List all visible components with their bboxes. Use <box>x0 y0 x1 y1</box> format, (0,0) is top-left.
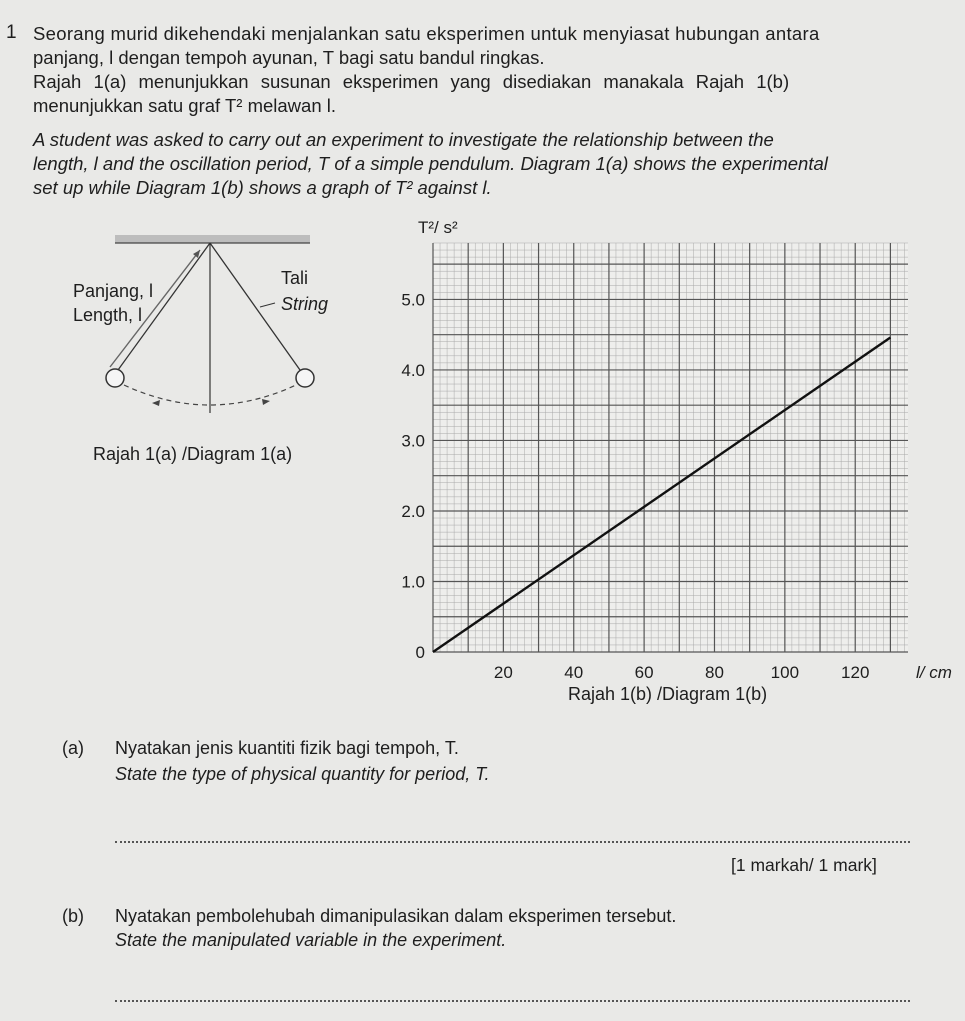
english-line: set up while Diagram 1(b) shows a graph of T² against l. <box>33 177 492 198</box>
x-tick-label: 120 <box>841 663 870 682</box>
y-tick-label: 0 <box>415 643 425 662</box>
part-b-question-malay: Nyatakan pembolehubah dimanipulasikan dalam eksperimen tersebut. <box>115 906 677 926</box>
y-tick-label: 2.0 <box>401 501 425 521</box>
malay-line: menunjukkan satu graf T² melawan l. <box>33 95 337 116</box>
x-tick-label: 80 <box>705 663 724 682</box>
length-label-english: Length, l <box>73 305 143 325</box>
y-axis-label: T²/ s² <box>418 218 458 237</box>
x-tick-label: 40 <box>564 663 584 682</box>
malay-line: panjang, l dengan tempoh ayunan, T bagi satu bandul ringkas. <box>33 47 545 68</box>
y-tick-label: 5.0 <box>401 290 425 310</box>
question-number: 1 <box>6 22 17 43</box>
length-label-malay: Panjang, l <box>73 281 154 301</box>
english-line: A student was asked to carry out an experiment to investigate the relationship between the <box>33 129 774 150</box>
part-a-label: (a) <box>62 738 84 758</box>
english-line: length, l and the oscillation period, T of a simple pendulum. Diagram 1(a) shows the experimental <box>33 153 828 174</box>
x-tick-label: 100 <box>770 663 800 682</box>
bob-right <box>296 369 314 387</box>
part-b-answer-line[interactable] <box>115 1000 910 1002</box>
bob-left <box>106 369 124 387</box>
y-tick-label: 3.0 <box>401 431 425 451</box>
x-tick-label: 60 <box>634 663 654 682</box>
x-axis-label: l/ cm <box>916 663 952 682</box>
question-stem-malay <box>33 22 933 118</box>
part-b-question-english: State the manipulated variable in the experiment. <box>115 930 507 950</box>
x-tick-label: 20 <box>493 663 513 682</box>
part-a-marks: [1 markah/ 1 mark] <box>731 855 877 875</box>
y-tick-label: 4.0 <box>401 360 425 380</box>
malay-line: Rajah 1(a) menunjukkan susunan eksperimen yang disediakan manakala Rajah 1(b) <box>33 71 790 92</box>
part-a-question-english: State the type of physical quantity for period, T. <box>115 764 490 784</box>
part-b-label: (b) <box>62 906 84 926</box>
graph-t2-vs-l <box>388 215 952 685</box>
part-a-question-malay: Nyatakan jenis kuantiti fizik bagi tempoh, T. <box>115 738 459 758</box>
diagram-b-caption: Rajah 1(b) /Diagram 1(b) <box>568 684 768 704</box>
string-label-english: String <box>281 294 329 314</box>
string-label-malay: Tali <box>281 268 309 288</box>
question-stem-english <box>33 128 933 200</box>
part-a-answer-line[interactable] <box>115 841 910 843</box>
diagram-a-caption: Rajah 1(a) /Diagram 1(a) <box>93 444 293 464</box>
malay-line: Seorang murid dikehendaki menjalankan satu eksperimen untuk menyiasat hubungan antara <box>33 23 820 44</box>
y-tick-label: 1.0 <box>401 572 425 592</box>
support-bar <box>115 235 310 243</box>
